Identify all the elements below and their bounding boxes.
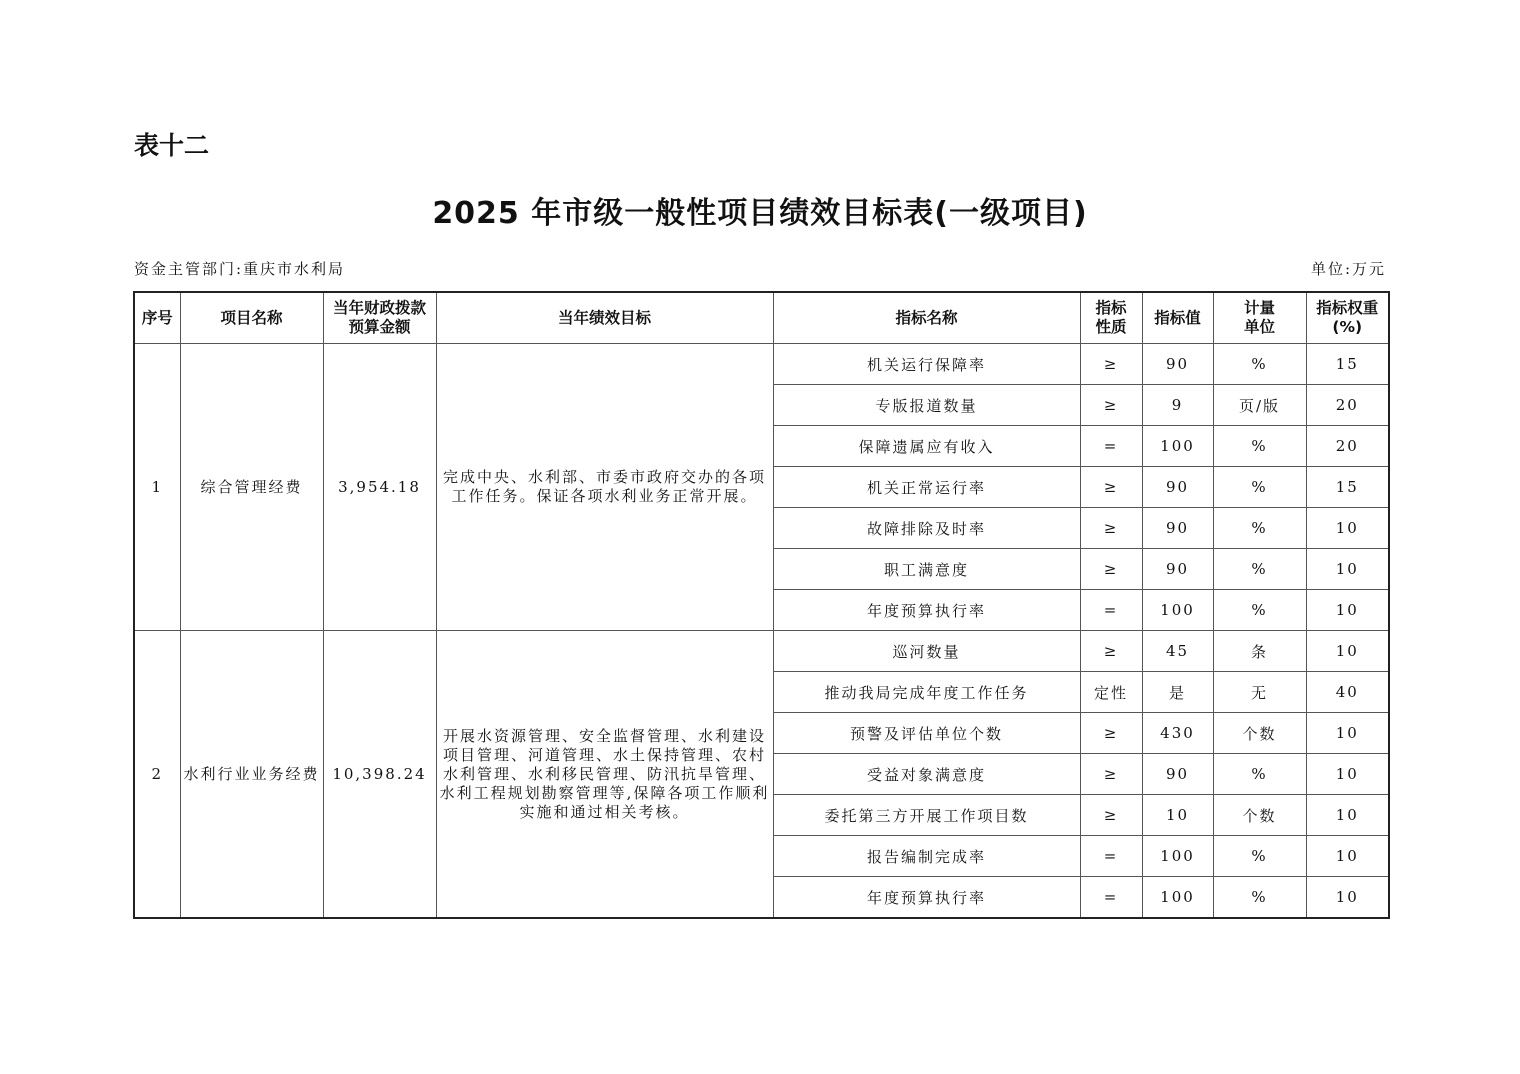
indicator-unit: % [1213,836,1306,877]
indicator-unit: 页/版 [1213,385,1306,426]
indicator-name: 故障排除及时率 [773,508,1080,549]
indicator-unit: % [1213,508,1306,549]
indicator-weight: 10 [1306,590,1389,631]
indicator-nature: ≥ [1080,467,1142,508]
indicator-nature: = [1080,836,1142,877]
indicator-name: 受益对象满意度 [773,754,1080,795]
indicator-value: 430 [1142,713,1213,754]
indicator-unit: % [1213,426,1306,467]
indicator-nature: ≥ [1080,549,1142,590]
indicator-weight: 10 [1306,754,1389,795]
header-nature: 指标性质 [1080,292,1142,344]
document-title: 2025 年市级一般性项目绩效目标表(一级项目) [432,196,1088,231]
indicator-value: 90 [1142,508,1213,549]
indicator-name: 年度预算执行率 [773,877,1080,919]
indicator-name: 机关运行保障率 [773,344,1080,385]
indicator-name: 预警及评估单位个数 [773,713,1080,754]
indicator-value: 10 [1142,795,1213,836]
indicator-value: 9 [1142,385,1213,426]
indicator-value: 是 [1142,672,1213,713]
indicator-unit: % [1213,877,1306,919]
project-goal: 完成中央、水利部、市委市政府交办的各项工作任务。保证各项水利业务正常开展。 [436,344,773,631]
indicator-unit: 条 [1213,631,1306,672]
indicator-nature: ≥ [1080,344,1142,385]
funding-department: 资金主管部门:重庆市水利局 [134,260,346,278]
project-seq: 1 [134,344,180,631]
indicator-unit: % [1213,467,1306,508]
indicator-unit: 个数 [1213,713,1306,754]
header-value: 指标值 [1142,292,1213,344]
indicator-nature: 定性 [1080,672,1142,713]
indicator-nature: ≥ [1080,795,1142,836]
indicator-nature: ≥ [1080,631,1142,672]
performance-table [133,291,1390,919]
indicator-name: 保障遗属应有收入 [773,426,1080,467]
indicator-value: 100 [1142,590,1213,631]
indicator-nature: ≥ [1080,713,1142,754]
indicator-name: 报告编制完成率 [773,836,1080,877]
indicator-weight: 10 [1306,836,1389,877]
indicator-name: 年度预算执行率 [773,590,1080,631]
indicator-unit: % [1213,549,1306,590]
indicator-weight: 20 [1306,385,1389,426]
header-unit: 计量单位 [1213,292,1306,344]
indicator-value: 100 [1142,426,1213,467]
indicator-weight: 40 [1306,672,1389,713]
project-goal: 开展水资源管理、安全监督管理、水利建设项目管理、河道管理、水土保持管理、农村水利管理、水利移民管理、防汛抗旱管理、水利工程规划勘察管理等,保障各项工作顺利实施和通过相关考核。 [436,631,773,919]
indicator-weight: 15 [1306,467,1389,508]
indicator-unit: % [1213,754,1306,795]
indicator-nature: = [1080,590,1142,631]
indicator-value: 90 [1142,467,1213,508]
header-budget: 当年财政拨款预算金额 [323,292,436,344]
indicator-weight: 10 [1306,795,1389,836]
indicator-nature: = [1080,877,1142,919]
project-budget: 3,954.18 [323,344,436,631]
indicator-weight: 10 [1306,713,1389,754]
indicator-weight: 10 [1306,549,1389,590]
indicator-name: 专版报道数量 [773,385,1080,426]
indicator-unit: 无 [1213,672,1306,713]
indicator-unit: % [1213,344,1306,385]
indicator-unit: % [1213,590,1306,631]
indicator-value: 90 [1142,549,1213,590]
indicator-name: 巡河数量 [773,631,1080,672]
indicator-weight: 15 [1306,344,1389,385]
project-name: 水利行业业务经费 [180,631,323,919]
header-seq: 序号 [134,292,180,344]
indicator-unit: 个数 [1213,795,1306,836]
project-seq: 2 [134,631,180,919]
indicator-value: 45 [1142,631,1213,672]
header-weight: 指标权重(%) [1306,292,1389,344]
indicator-nature: ≥ [1080,508,1142,549]
table-row [134,631,1389,672]
indicator-value: 100 [1142,877,1213,919]
indicator-name: 推动我局完成年度工作任务 [773,672,1080,713]
indicator-nature: = [1080,426,1142,467]
table-row [134,344,1389,385]
indicator-nature: ≥ [1080,385,1142,426]
indicator-value: 100 [1142,836,1213,877]
indicator-value: 90 [1142,344,1213,385]
indicator-weight: 20 [1306,426,1389,467]
indicator-weight: 10 [1306,631,1389,672]
indicator-name: 机关正常运行率 [773,467,1080,508]
indicator-weight: 10 [1306,508,1389,549]
indicator-name: 职工满意度 [773,549,1080,590]
indicator-nature: ≥ [1080,754,1142,795]
indicator-name: 委托第三方开展工作项目数 [773,795,1080,836]
project-budget: 10,398.24 [323,631,436,919]
header-indicator-name: 指标名称 [773,292,1080,344]
table-label: 表十二 [134,131,210,160]
indicator-value: 90 [1142,754,1213,795]
header-project-name: 项目名称 [180,292,323,344]
project-name: 综合管理经费 [180,344,323,631]
indicator-weight: 10 [1306,877,1389,919]
header-row [134,292,1389,344]
header-goal: 当年绩效目标 [436,292,773,344]
currency-unit: 单位:万元 [1310,260,1386,278]
